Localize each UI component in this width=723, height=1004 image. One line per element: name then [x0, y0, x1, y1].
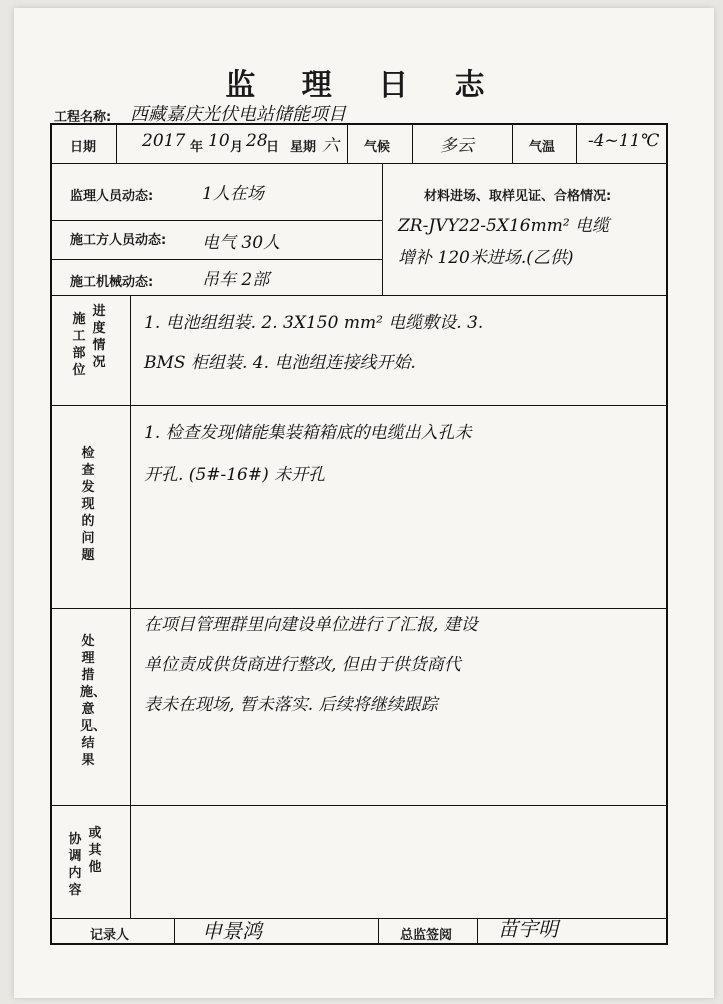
date-day: 28 — [246, 131, 268, 151]
machinery-status-value: 吊车 2部 — [202, 270, 270, 290]
row-divider — [52, 220, 382, 221]
date-day-unit: 日 — [266, 140, 280, 155]
date-month-unit: 月 — [230, 140, 244, 155]
row-divider — [52, 163, 666, 164]
col-divider — [512, 125, 513, 163]
project-name-label: 工程名称: — [54, 110, 112, 125]
recorder-label: 记录人 — [90, 928, 130, 943]
col-divider — [174, 918, 175, 943]
weather-value: 多云 — [440, 136, 474, 156]
date-month: 10 — [208, 131, 230, 151]
project-name-value: 西藏嘉庆光伏电站储能项目 — [130, 104, 346, 125]
row-divider — [52, 405, 666, 406]
materials-label: 材料进场、取样见证、合格情况: — [424, 189, 612, 204]
temperature-label: 气温 — [529, 140, 556, 155]
weekday-label: 星期 — [290, 140, 317, 155]
row-divider — [52, 259, 382, 260]
actions-line: 在项目管理群里向建设单位进行了汇报, 建设 — [144, 615, 478, 635]
supervisor-status-label: 监理人员动态: — [70, 189, 154, 204]
recorder-signature: 申景鸿 — [202, 919, 262, 943]
date-year-unit: 年 — [190, 140, 204, 155]
col-divider — [116, 125, 117, 163]
chief-review-label: 总监签阅 — [400, 928, 453, 943]
contractor-status-value: 电气 30人 — [202, 233, 281, 253]
materials-line: 增补 120米进场.(乙供) — [398, 248, 574, 268]
issues-label: 检查发现的问题 — [81, 446, 95, 563]
row-divider — [52, 918, 666, 919]
row-divider — [52, 295, 666, 296]
temperature-value: -4~11℃ — [588, 131, 660, 151]
materials-line: ZR-JVY22-5X16mm² 电缆 — [398, 216, 610, 236]
progress-line: 1. 电池组组装. 2. 3X150 mm² 电缆敷设. 3. — [144, 313, 484, 333]
col-divider — [477, 918, 478, 943]
progress-line: BMS 柜组装. 4. 电池组连接线开始. — [144, 353, 416, 373]
log-table — [50, 123, 668, 945]
issues-line: 1. 检查发现储能集装箱箱底的电缆出入孔未 — [144, 423, 472, 443]
progress-label-col1: 施工部位 — [72, 312, 86, 378]
supervisor-status-value: 1人在场 — [202, 184, 264, 204]
weather-label: 气候 — [364, 140, 391, 155]
actions-label: 处理措施、意见、结果 — [80, 634, 107, 768]
page-title: 监 理 日 志 — [225, 68, 503, 103]
col-divider — [382, 163, 383, 295]
log-sheet — [14, 8, 714, 998]
issues-line: 开孔. (5#-16#) 未开孔 — [144, 465, 326, 485]
weekday-value: 六 — [322, 136, 339, 156]
col-divider — [576, 125, 577, 163]
row-divider — [52, 805, 666, 806]
coordination-label-col2: 或其他 — [88, 826, 102, 875]
date-label: 日期 — [70, 140, 97, 155]
date-year: 2017 — [142, 131, 186, 151]
coordination-label-col1: 协调内容 — [68, 832, 82, 898]
col-divider — [130, 295, 131, 918]
machinery-status-label: 施工机械动态: — [70, 275, 154, 290]
chief-signature: 苗宇明 — [498, 917, 558, 941]
col-divider — [347, 125, 348, 163]
col-divider — [412, 125, 413, 163]
contractor-status-label: 施工方人员动态: — [70, 233, 167, 248]
actions-line: 单位责成供货商进行整改, 但由于供货商代 — [144, 655, 461, 675]
actions-line: 表未在现场, 暂未落实. 后续将继续跟踪 — [144, 695, 438, 715]
col-divider — [378, 918, 379, 943]
progress-label-col2: 进度情况 — [92, 304, 106, 370]
